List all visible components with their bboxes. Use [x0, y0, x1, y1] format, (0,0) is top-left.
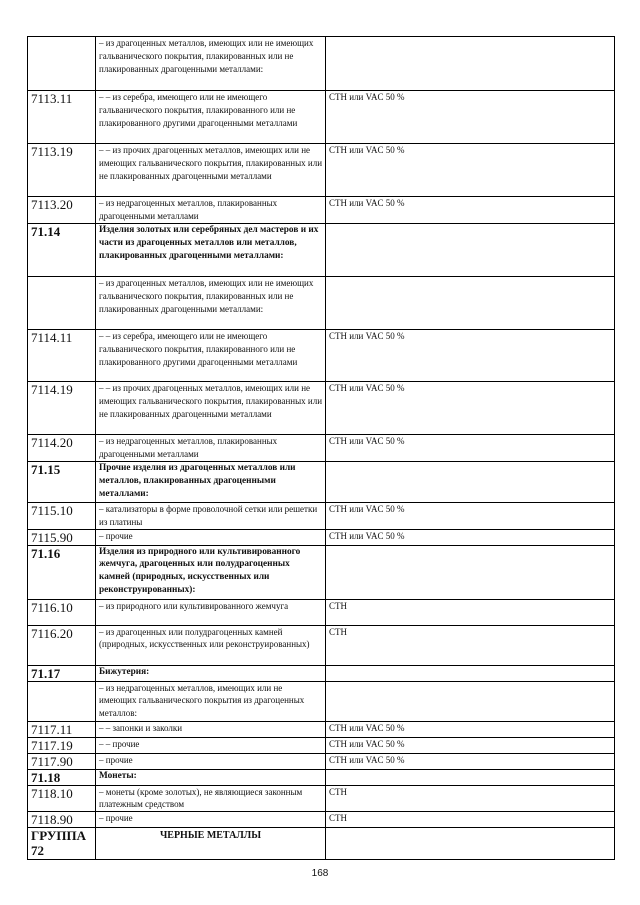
description-cell: – прочие [96, 529, 326, 545]
table-row [28, 462, 615, 503]
description-cell: – – из прочих драгоценных металлов, имеющих или не имеющих гальванического покрытия, плакированных или не плакированных драгоценными металлами [96, 382, 326, 435]
table-row [28, 545, 615, 599]
origin-rule-cell [326, 665, 615, 681]
origin-rule-cell [326, 277, 615, 330]
page-number: 168 [311, 868, 329, 879]
hs-code-cell [28, 681, 96, 721]
table-row [28, 769, 615, 785]
hs-code-cell: 7113.20 [28, 197, 96, 224]
hs-code-cell: 7117.11 [28, 721, 96, 737]
hs-code-cell: 7115.90 [28, 529, 96, 545]
description-cell: – из драгоценных металлов, имеющих или не имеющих гальванического покрытия, плакированных или не плакированных драгоценными металлами: [96, 277, 326, 330]
table-row [28, 197, 615, 224]
hs-code-cell: 7116.10 [28, 599, 96, 625]
hs-code-cell: 7114.19 [28, 382, 96, 435]
hs-code-cell: 7114.11 [28, 330, 96, 382]
hs-code-cell: 7118.10 [28, 785, 96, 812]
group-row [28, 828, 615, 860]
description-cell: – – прочие [96, 737, 326, 753]
origin-rule-cell: СТН или VAC 50 % [326, 753, 615, 769]
table-row [28, 382, 615, 435]
hs-code-cell: 7113.19 [28, 144, 96, 197]
table-row [28, 681, 615, 721]
origin-rule-cell: СТН или VAC 50 % [326, 737, 615, 753]
hs-code-cell: 7117.19 [28, 737, 96, 753]
table-row [28, 812, 615, 828]
description-cell: – катализаторы в форме проволочной сетки или решетки из платины [96, 503, 326, 530]
hs-code-cell: 7117.90 [28, 753, 96, 769]
origin-rule-cell: СТН или VAC 50 % [326, 503, 615, 530]
table-body [28, 37, 615, 860]
table-row [28, 625, 615, 665]
description-cell: – из природного или культивированного жемчуга [96, 599, 326, 625]
description-cell: – – из серебра, имеющего или не имеющего гальванического покрытия, плакированного или не плакированного другими драгоценными металлами [96, 330, 326, 382]
heading-description-cell: Прочие изделия из драгоценных металлов или металлов, плакированных драгоценными металлами: [96, 462, 326, 503]
origin-rule-cell: СТН [326, 812, 615, 828]
origin-rule-cell: СТН или VAC 50 % [326, 382, 615, 435]
heading-description-cell: Изделия из природного или культивированного жемчуга, драгоценных или полудрагоценных камней (природных, искусственных или реконструированных): [96, 545, 326, 599]
heading-code-cell: 71.14 [28, 224, 96, 277]
table-row [28, 435, 615, 462]
description-cell: – прочие [96, 753, 326, 769]
description-cell: – из недрагоценных металлов, плакированных драгоценными металлами [96, 197, 326, 224]
origin-rule-cell: СТН или VAC 50 % [326, 330, 615, 382]
table-row [28, 753, 615, 769]
origin-rule-cell [326, 681, 615, 721]
origin-rule-cell [326, 462, 615, 503]
hs-code-cell: 7115.10 [28, 503, 96, 530]
origin-rule-cell [326, 769, 615, 785]
table-row [28, 529, 615, 545]
table-row [28, 91, 615, 144]
description-cell: – – из прочих драгоценных металлов, имеющих или не имеющих гальванического покрытия, плакированных или не плакированных драгоценными металлами [96, 144, 326, 197]
heading-description-cell: Изделия золотых или серебряных дел мастеров и их части из драгоценных металлов или металлов, плакированных драгоценными металлами: [96, 224, 326, 277]
group-title-cell: ЧЕРНЫЕ МЕТАЛЛЫ [96, 828, 326, 860]
table-row [28, 224, 615, 277]
description-cell: – – запонки и заколки [96, 721, 326, 737]
rules-of-origin-table [27, 36, 615, 860]
origin-rule-cell: СТН или VAC 50 % [326, 197, 615, 224]
group-code-cell: ГРУППА 72 [28, 828, 96, 860]
origin-rule-cell: СТН [326, 625, 615, 665]
table-row [28, 37, 615, 91]
heading-code-cell: 71.18 [28, 769, 96, 785]
heading-code-cell: 71.17 [28, 665, 96, 681]
description-cell: – – из серебра, имеющего или не имеющего гальванического покрытия, плакированного или не плакированного другими драгоценными металлами [96, 91, 326, 144]
table-row [28, 330, 615, 382]
table-row [28, 503, 615, 530]
table-row [28, 737, 615, 753]
origin-rule-cell: СТН [326, 599, 615, 625]
table-row [28, 144, 615, 197]
heading-code-cell: 71.15 [28, 462, 96, 503]
origin-rule-cell: СТН или VAC 50 % [326, 721, 615, 737]
hs-code-cell [28, 277, 96, 330]
table-row [28, 599, 615, 625]
description-cell: – из недрагоценных металлов, имеющих или не имеющих гальванического покрытия из драгоценных металлов: [96, 681, 326, 721]
description-cell: – прочие [96, 812, 326, 828]
description-cell: – из недрагоценных металлов, плакированных драгоценными металлами [96, 435, 326, 462]
description-cell: – из драгоценных или полудрагоценных камней (природных, искусственных или реконструированных) [96, 625, 326, 665]
heading-description-cell: Бижутерия: [96, 665, 326, 681]
hs-code-cell: 7114.20 [28, 435, 96, 462]
heading-description-cell: Монеты: [96, 769, 326, 785]
origin-rule-cell [326, 37, 615, 91]
hs-code-cell [28, 37, 96, 91]
origin-rule-cell [326, 224, 615, 277]
origin-rule-cell: СТН [326, 785, 615, 812]
description-cell: – из драгоценных металлов, имеющих или не имеющих гальванического покрытия, плакированных или не плакированных драгоценными металлами: [96, 37, 326, 91]
heading-code-cell: 71.16 [28, 545, 96, 599]
hs-code-cell: 7113.11 [28, 91, 96, 144]
origin-rule-cell: СТН или VAC 50 % [326, 144, 615, 197]
table-row [28, 721, 615, 737]
table-row [28, 665, 615, 681]
origin-rule-cell [326, 828, 615, 860]
hs-code-cell: 7116.20 [28, 625, 96, 665]
description-cell: – монеты (кроме золотых), не являющиеся законным платежным средством [96, 785, 326, 812]
origin-rule-cell: СТН или VAC 50 % [326, 529, 615, 545]
hs-code-cell: 7118.90 [28, 812, 96, 828]
table-row [28, 277, 615, 330]
origin-rule-cell: СТН или VAC 50 % [326, 91, 615, 144]
table-row [28, 785, 615, 812]
origin-rule-cell [326, 545, 615, 599]
origin-rule-cell: СТН или VAC 50 % [326, 435, 615, 462]
